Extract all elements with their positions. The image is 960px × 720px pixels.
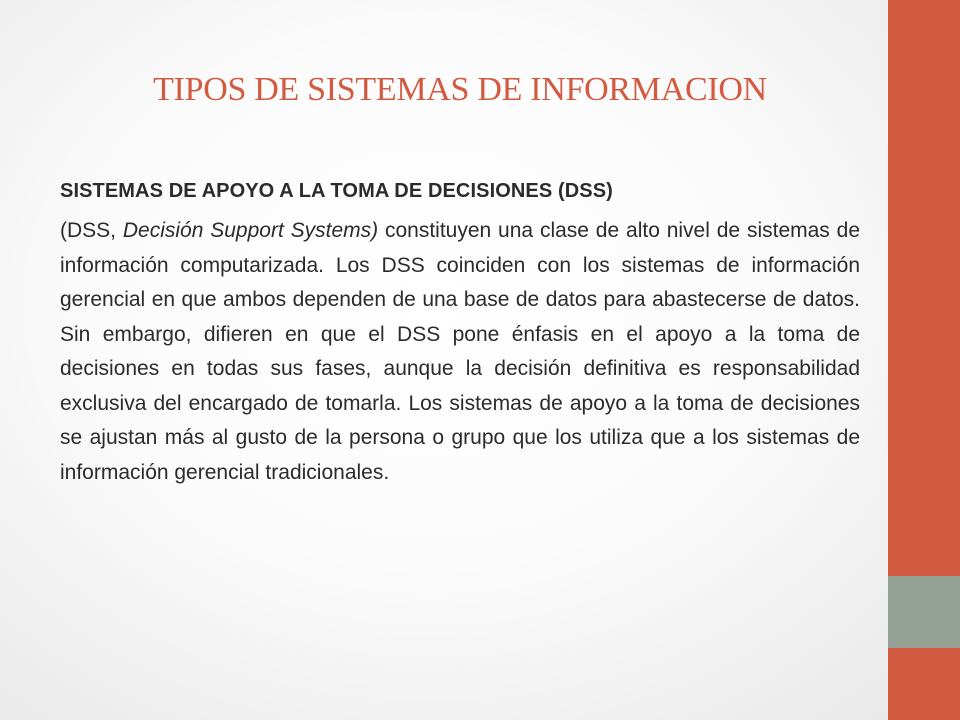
side-bar-top-block <box>888 0 960 576</box>
side-bar-bottom-block <box>888 648 960 720</box>
decorative-side-bar <box>888 0 960 720</box>
body-italic-term: Decisión Support Systems) <box>122 219 379 242</box>
body-paragraph <box>60 214 860 490</box>
body-paren-open: (DSS, <box>60 219 123 242</box>
body-text-rest: constituyen una clase de alto nivel de sistemas de información computarizada. Los DSS coinciden con los sistemas de información gerencial en que ambos dependen de una base de datos para abastecerse de datos. Sin embargo, difieren en que el DSS pone énfasis en el apoyo a la toma de decisiones en todas sus fases, aunque la decisión definitiva es responsabilidad exclusiva del encargado de tomarla. Los sistemas de apoyo a la toma de decisiones se ajustan más al gusto de la persona o grupo que los utiliza que a los sistemas de información gerencial tradicionales. <box>60 219 860 484</box>
slide-title: TIPOS DE SISTEMAS DE INFORMACION <box>153 71 767 108</box>
slide-content <box>60 174 860 490</box>
side-bar-middle-block <box>888 576 960 648</box>
section-heading: SISTEMAS DE APOYO A LA TOMA DE DECISIONES (DSS) <box>60 180 613 202</box>
